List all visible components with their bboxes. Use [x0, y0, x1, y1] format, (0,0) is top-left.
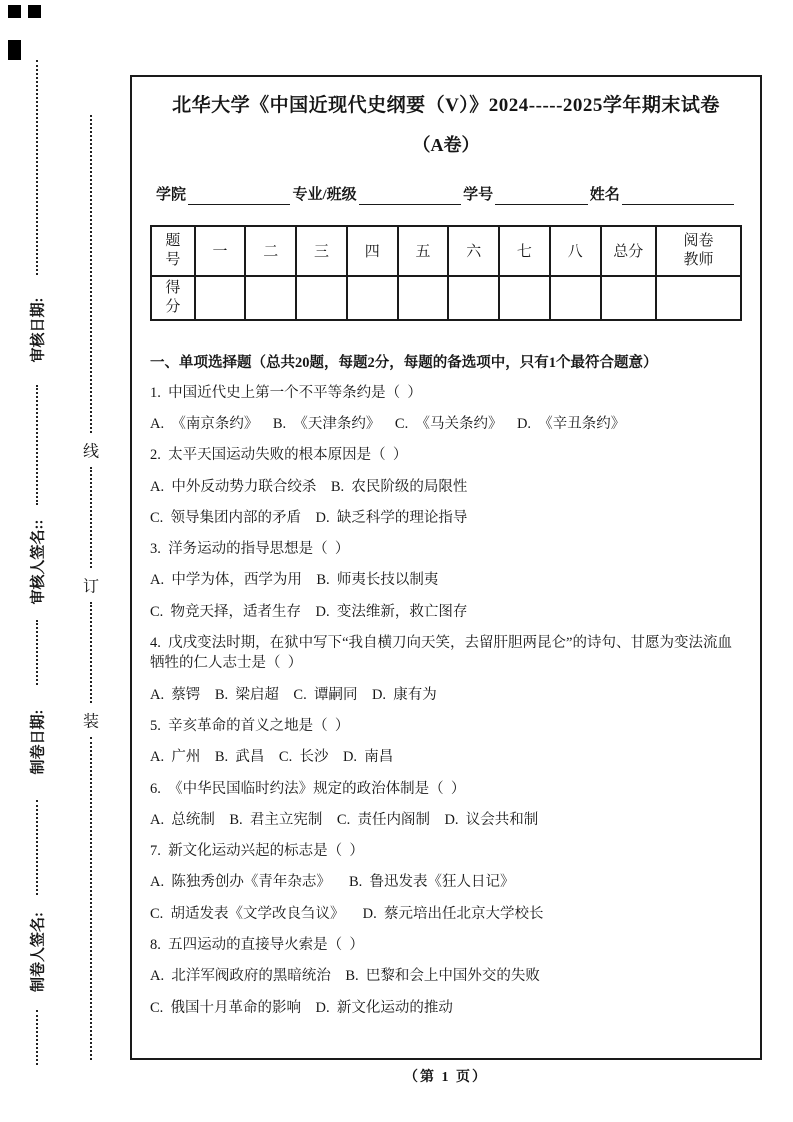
margin-label-maker-date: 制卷日期:	[30, 709, 47, 775]
field-label-student-id: 学号	[463, 186, 494, 203]
score-table-empty-cell	[550, 276, 601, 320]
margin-label-reviewer-signature: 审核人签名::	[30, 519, 47, 605]
question-options: C. 俄国十月革命的影响 D. 新文化运动的推动	[150, 999, 453, 1016]
score-table-cell: 一	[195, 226, 246, 276]
binding-line-char: 线	[82, 443, 100, 461]
score-table-cell: 七	[499, 226, 550, 276]
binding-dotted-line	[90, 115, 92, 433]
question-options: C. 胡适发表《文学改良刍议》 D. 蔡元培出任北京大学校长	[150, 905, 544, 922]
question-text: 8. 五四运动的直接导火索是（ ）	[150, 936, 364, 953]
score-table-empty-cell	[499, 276, 550, 320]
registration-mark	[8, 40, 21, 60]
registration-mark	[8, 5, 21, 18]
score-table-empty-cell	[296, 276, 347, 320]
margin-dotted-line	[36, 620, 38, 685]
margin-label-review-date: 审核日期:	[30, 297, 47, 363]
question-text: 1. 中国近代史上第一个不平等条约是（ ）	[150, 384, 422, 401]
score-table-empty-cell	[245, 276, 296, 320]
binding-dotted-line	[90, 737, 92, 1060]
score-table-cell: 三	[296, 226, 347, 276]
registration-mark	[28, 5, 41, 18]
margin-dotted-line	[36, 800, 38, 895]
exam-body-frame	[130, 75, 762, 1060]
question-options: A. 《南京条约》 B. 《天津条约》 C. 《马关条约》 D. 《辛丑条约》	[150, 415, 626, 432]
exam-title: 北华大学《中国近现代史纲要（V）》2024-----2025学年期末试卷	[172, 95, 720, 116]
section-heading: 一、单项选择题（总共20题，每题2分，每题的备选项中，只有1个最符合题意）	[150, 354, 658, 371]
question-options: A. 陈独秀创办《青年杂志》 B. 鲁迅发表《狂人日记》	[150, 874, 515, 891]
binding-line-char: 订	[82, 578, 100, 596]
question-text: 2. 太平天国运动失败的根本原因是（ ）	[150, 447, 408, 464]
field-label-name: 姓名	[589, 186, 620, 203]
question-options: A. 中外反动势力联合绞杀 B. 农民阶级的局限性	[150, 478, 468, 495]
margin-label-maker-signature: 制卷人签名:	[30, 912, 47, 992]
score-table-cell: 五	[398, 226, 449, 276]
student-info-row	[150, 183, 742, 205]
question-text: 5. 辛亥革命的首义之地是（ ）	[150, 717, 350, 734]
question-options: A. 总统制 B. 君主立宪制 C. 责任内阁制 D. 议会共和制	[150, 811, 539, 828]
score-table-score-row	[151, 276, 741, 320]
score-table-cell: 二	[245, 226, 296, 276]
question-8	[150, 935, 742, 1018]
score-table-empty-cell	[656, 276, 741, 320]
page-number: （第 1 页）	[404, 1070, 488, 1085]
question-6	[150, 779, 742, 831]
question-5	[150, 716, 742, 768]
question-1	[150, 383, 742, 435]
field-blank-name	[622, 185, 734, 205]
score-table-empty-cell	[195, 276, 246, 320]
binding-dotted-line	[90, 602, 92, 703]
question-text: 4. 戊戌变法时期，在狱中写下“我自横刀向天笑，去留肝胆两昆仑”的诗句、甘愿为变法流血牺牲的仁人志士是（ ）	[150, 635, 732, 672]
score-table-cell: 六	[448, 226, 499, 276]
score-table-cell: 题号	[151, 226, 195, 276]
exam-subtitle: （A卷）	[412, 134, 480, 155]
score-table-empty-cell	[601, 276, 656, 320]
question-4	[150, 633, 742, 705]
field-label-major-class: 专业/班级	[292, 186, 357, 203]
field-label-college: 学院	[156, 186, 187, 203]
question-options: A. 广州 B. 武昌 C. 长沙 D. 南昌	[150, 749, 394, 766]
score-table	[150, 225, 742, 321]
field-blank-major-class	[359, 185, 461, 205]
margin-dotted-line	[36, 60, 38, 275]
field-blank-college	[188, 185, 290, 205]
margin-dotted-line	[36, 1010, 38, 1065]
question-2	[150, 445, 742, 528]
binding-line-char: 装	[82, 713, 100, 731]
score-table-cell: 八	[550, 226, 601, 276]
question-options: A. 蔡锷 B. 梁启超 C. 谭嗣同 D. 康有为	[150, 686, 437, 703]
question-text: 7. 新文化运动兴起的标志是（ ）	[150, 843, 364, 860]
score-table-header-row	[151, 226, 741, 276]
score-table-cell: 得分	[151, 276, 195, 320]
question-options: C. 领导集团内部的矛盾 D. 缺乏科学的理论指导	[150, 509, 468, 526]
score-table-cell: 阅卷教师	[656, 226, 741, 276]
score-table-cell: 四	[347, 226, 398, 276]
score-table-cell: 总分	[601, 226, 656, 276]
question-options: A. 中学为体，西学为用 B. 师夷长技以制夷	[150, 572, 439, 589]
question-options: C. 物竞天择，适者生存 D. 变法维新，救亡图存	[150, 603, 468, 620]
question-text: 6. 《中华民国临时约法》规定的政治体制是（ ）	[150, 780, 466, 797]
question-3	[150, 539, 742, 622]
question-options: A. 北洋军阀政府的黑暗统治 B. 巴黎和会上中国外交的失败	[150, 968, 540, 985]
question-7	[150, 841, 742, 924]
score-table-empty-cell	[398, 276, 449, 320]
question-text: 3. 洋务运动的指导思想是（ ）	[150, 541, 350, 558]
score-table-empty-cell	[347, 276, 398, 320]
score-table-empty-cell	[448, 276, 499, 320]
field-blank-student-id	[495, 185, 588, 205]
margin-dotted-line	[36, 385, 38, 505]
binding-dotted-line	[90, 467, 92, 568]
